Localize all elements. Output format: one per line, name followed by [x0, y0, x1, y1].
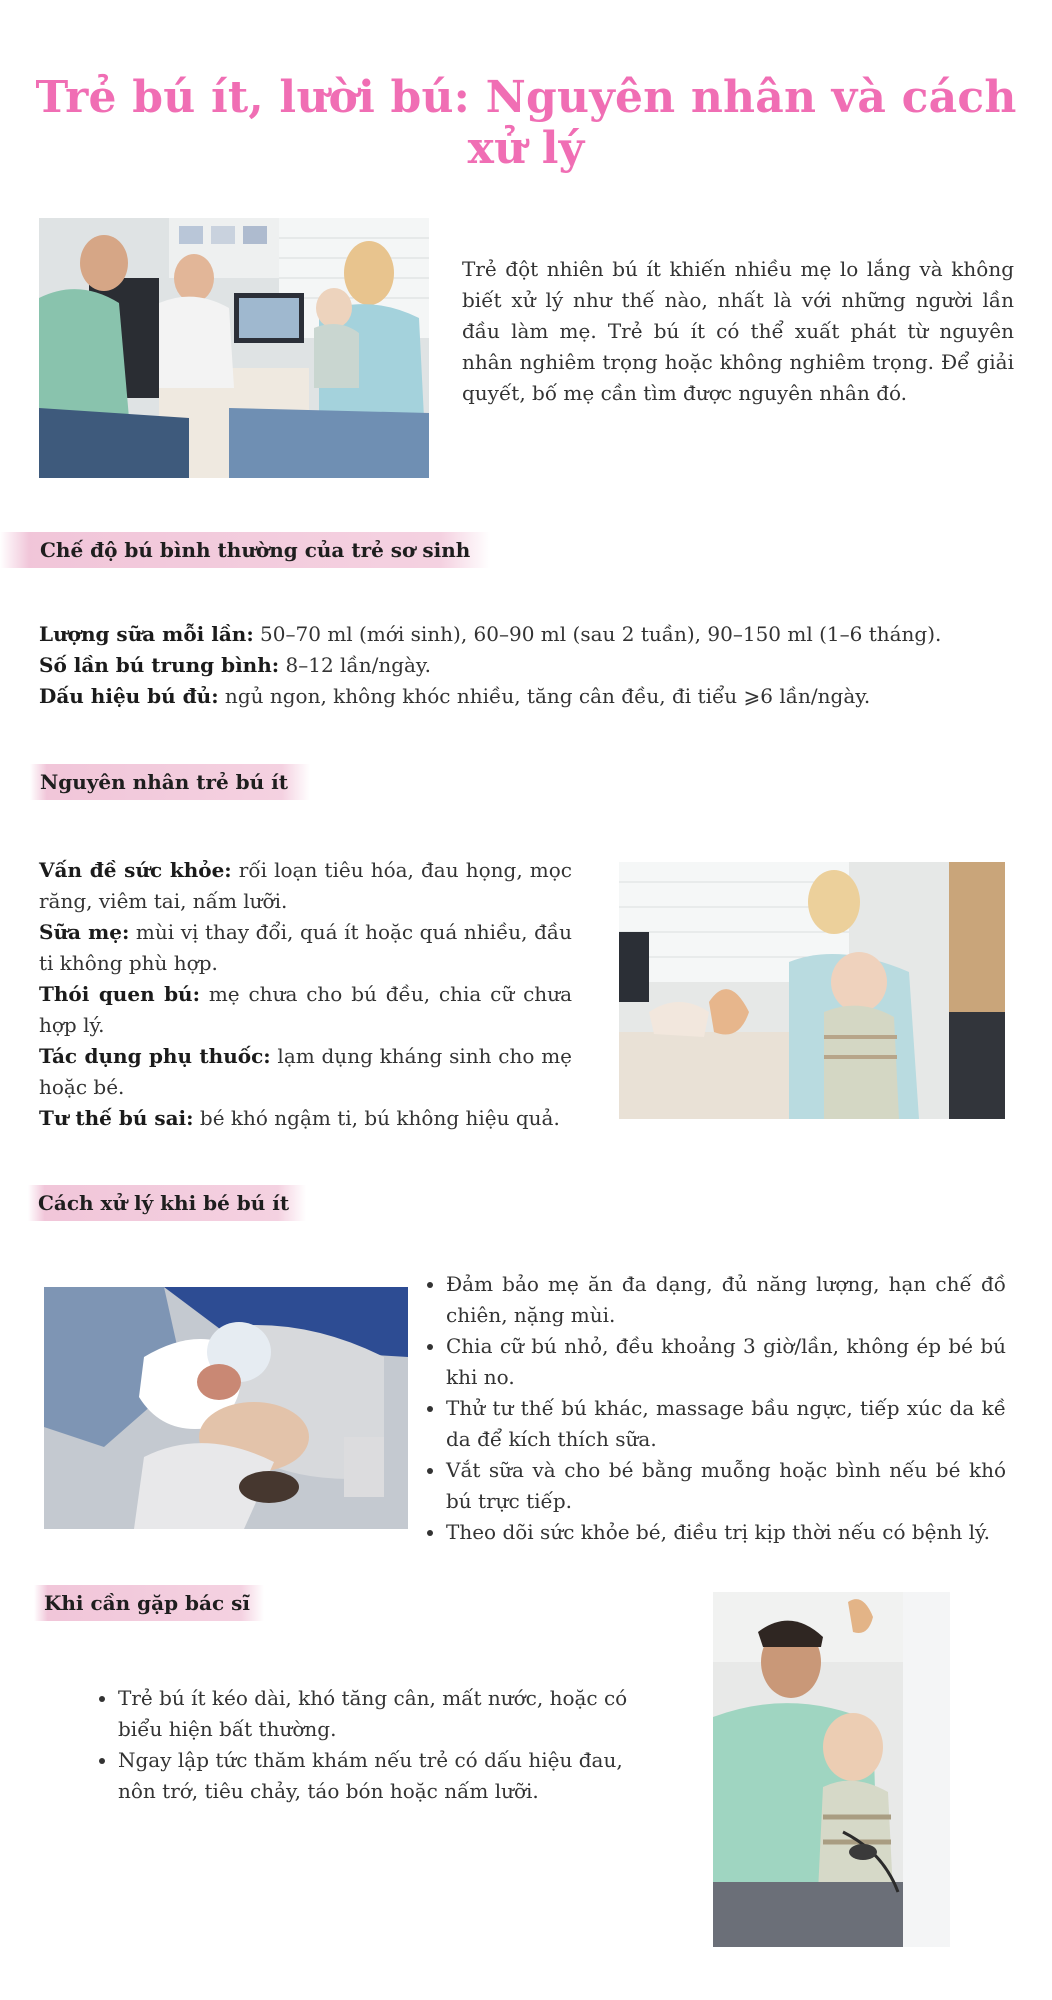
list-item: Thói quen bú: mẹ chưa cho bú đều, chia cữ chưa hợp lý. [39, 982, 572, 1037]
list-item: • Trẻ bú ít kéo dài, khó tăng cân, mất nước, hoặc có biểu hiện bất thường. [118, 1683, 640, 1745]
list-item: • Đảm bảo mẹ ăn đa dạng, đủ năng lượng, hạn chế đồ chiên, nặng mùi. [446, 1269, 1006, 1331]
page-title: Trẻ bú ít, lười bú: Nguyên nhân và cách xử lý [35, 72, 1017, 174]
list-item: Vấn đề sức khỏe: rối loạn tiêu hóa, đau họng, mọc răng, viêm tai, nấm lưỡi. [39, 858, 572, 913]
list-item: • Chia cữ bú nhỏ, đều khoảng 3 giờ/lần, không ép bé bú khi no. [446, 1331, 1006, 1393]
list-item: Sữa mẹ: mùi vị thay đổi, quá ít hoặc quá nhiều, đầu ti không phù hợp. [39, 920, 573, 975]
intro-paragraph: Trẻ đột nhiên bú ít khiến nhiều mẹ lo lắng và không biết xử lý như thế nào, nhất là với những người lần đầu làm mẹ. Trẻ bú ít có thể xuất phát từ nguyên nhân nghiêm trọng hoặc không nghiêm trọng. Để giải quyết, bố mẹ cần tìm được nguyên nhân đó. [462, 257, 1014, 405]
newborn-hospital-photo [44, 1287, 408, 1529]
handling-list [422, 1269, 1006, 1548]
list-item: • Thử tư thế bú khác, massage bầu ngực, tiếp xúc da kề da để kích thích sữa. [446, 1393, 1006, 1455]
mother-baby-ear-model-photo [619, 862, 1005, 1119]
section-heading-see-doctor: Khi cần gặp bác sĩ [34, 1585, 264, 1621]
father-baby-doctor-photo [713, 1592, 950, 1947]
list-item: Lượng sữa mỗi lần: 50–70 ml (mới sinh), 60–90 ml (sau 2 tuần), 90–150 ml (1–6 tháng). [39, 622, 942, 646]
normal-feeding-list [39, 619, 1029, 712]
list-item: Tư thế bú sai: bé khó ngậm ti, bú không hiệu quả. [39, 1106, 560, 1130]
list-item: Dấu hiệu bú đủ: ngủ ngon, không khóc nhiều, tăng cân đều, đi tiểu ⩾6 lần/ngày. [39, 684, 871, 708]
list-item: • Theo dõi sức khỏe bé, điều trị kịp thời nếu có bệnh lý. [446, 1517, 1006, 1548]
list-item: Số lần bú trung bình: 8–12 lần/ngày. [39, 653, 431, 677]
list-item: • Ngay lập tức thăm khám nếu trẻ có dấu hiệu đau, nôn trớ, tiêu chảy, táo bón hoặc nấm lưỡi. [118, 1745, 640, 1807]
section-heading-handling: Cách xử lý khi bé bú ít [28, 1185, 306, 1221]
section-heading-causes: Nguyên nhân trẻ bú ít [30, 764, 310, 800]
list-item: • Vắt sữa và cho bé bằng muỗng hoặc bình nếu bé khó bú trực tiếp. [446, 1455, 1006, 1517]
see-doctor-list [94, 1683, 640, 1807]
list-item: Tác dụng phụ thuốc: lạm dụng kháng sinh cho mẹ hoặc bé. [39, 1044, 572, 1099]
causes-list [39, 855, 572, 1134]
section-heading-normal-feeding: Chế độ bú bình thường của trẻ sơ sinh [0, 532, 490, 568]
family-clinic-photo [39, 218, 429, 478]
